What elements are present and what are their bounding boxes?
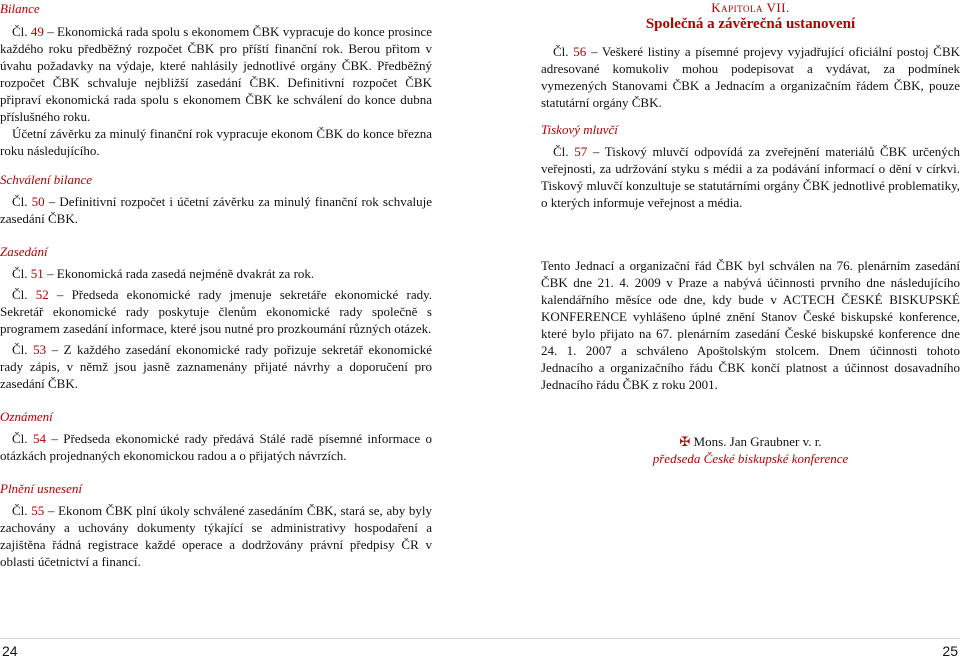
article-prefix: Čl. [12,194,28,209]
article-50 [0,193,432,227]
article-prefix: Čl. [12,342,28,357]
signature-role: předseda České biskupské konference [652,451,849,466]
article-text: – Předseda ekonomické rady předává Stálé radě písemné informace o otázkách projednaných ekonomickou radou a o přijatých návrzích. [0,431,433,463]
heading-oznameni: Oznámení [0,409,53,424]
article-number: 51 [30,266,44,281]
article-number: 57 [574,144,588,159]
chapter-title: Společná a závěrečná ustanovení [645,16,856,32]
article-number: 53 [33,342,47,357]
article-49 [0,23,432,125]
article-text: – Z každého zasedání ekonomické rady pořizuje sekretář ekonomické rady zápis, v němž jsou jasně zaznamenány přijaté návrhy a doporučení pro zasedání ČBK. [0,342,433,391]
signature-name [541,433,960,450]
chapter-label: Kapitola VII. [711,0,790,15]
article-text: – Veškeré listiny a písemné projevy vyjadřující oficiální postoj ČBK adresované komukoliv mohou podepisovat a vydávat, za podmínek vymezených Stanovami ČBK a Jednacím a organizačním řádem ČBK, pouze statutární orgány ČBK. [541,44,960,110]
page-number-right: 25 [942,643,958,659]
article-number: 54 [32,431,46,446]
article-57 [541,143,960,211]
heading-zasedani: Zasedání [0,244,48,259]
article-number: 49 [30,24,44,39]
article-number: 55 [31,503,45,518]
article-prefix: Čl. [553,144,569,159]
article-49-paragraph-2: Účetní závěrku za minulý finanční rok vypracuje ekonom ČBK do konce března roku následujícího. [0,126,432,158]
article-number: 50 [31,194,45,209]
article-prefix: Čl. [553,44,569,59]
article-text: – Předseda ekonomické rady jmenuje sekretáře ekonomické rady. Sekretář ekonomické rady poskytuje členům ekonomické rady společně s programem zasedání informace, které jsou nutné pro prozkoumání různých otázek. [0,287,433,336]
cross-icon: ✠ [679,434,691,449]
article-52 [0,286,432,337]
article-number: 52 [35,287,49,302]
article-prefix: Čl. [12,287,28,302]
heading-schvaleni-bilance: Schválení bilance [0,172,93,187]
article-prefix: Čl. [12,24,28,39]
right-page [541,0,960,467]
article-54 [0,430,432,464]
signature-name-text: Mons. Jan Graubner v. r. [693,434,822,449]
article-number: 56 [573,44,587,59]
article-prefix: Čl. [12,266,28,281]
article-55 [0,502,432,570]
heading-tiskovy-mluvci: Tiskový mluvčí [541,122,618,137]
closing-statement: Tento Jednací a organizační řád ČBK byl schválen na 76. plenárním zasedání ČBK dne 21. 4. 2009 v Praze a nabývá účinnosti prvního dne následujícího kalendářního měsíce ode dne, kdy bude v ACTECH ČESKÉ BISKUPSKÉ KONFERENCE vyhlášeno úplné znění Stanov České biskupské konference, které bylo přijato na 67. plenárním zasedání České biskupské konference dne 24. 1. 2007 a schváleno Apoštolským stolcem. Dnem účinnosti tohoto Jednacího a organizačního řádu ČBK končí platnost a účinnost dosavadního Jednacího řádu ČBK z roku 2001. [541,258,960,392]
article-prefix: Čl. [12,503,28,518]
article-text: – Ekonom ČBK plní úkoly schválené zasedáním ČBK, stará se, aby byly zachovány a uchovány dokumenty týkající se administrativy hospodaření a zajištěna řádná registrace každé operace a dodržovány právní předpisy ČR v oblasti účetnictví a financí. [0,503,432,569]
article-53 [0,341,432,392]
heading-bilance: Bilance [0,1,40,16]
left-page [0,0,432,570]
article-text: – Ekonomická rada zasedá nejméně dvakrát za rok. [43,266,315,281]
article-51 [0,265,432,282]
article-text: – Definitivní rozpočet i účetní závěrku za minulý finanční rok schvaluje zasedání ČBK. [0,194,433,226]
article-text: – Tiskový mluvčí odpovídá za zveřejnění materiálů ČBK určených veřejnosti, za udržování styku s médii a za podávání informací o dění v církvi. Tiskový mluvčí konzultuje se statutárními orgány ČBK jednotlivé problematiky, o kterých informuje veřejnost a média. [541,144,960,210]
article-prefix: Čl. [12,431,28,446]
page-number-left: 24 [2,643,18,659]
article-text: – Ekonomická rada spolu s ekonomem ČBK vypracuje do konce prosince každého roku předběžný rozpočet ČBK pro příští finanční rok. Berou přitom v úvahu požadavky na výdaje, které nahlásily jednotlivé orgány ČBK. Předběžný rozpočet ČBK schvaluje nejbližší zasedání ČBK. Definitivní rozpočet ČBK připraví ekonomická rada spolu s ekonomem ČBK ke schválení do konce dubna příslušného roku. [0,24,432,124]
heading-plneni-usneseni: Plnění usnesení [0,481,82,496]
article-56 [541,43,960,111]
page-bottom-divider [0,638,960,639]
